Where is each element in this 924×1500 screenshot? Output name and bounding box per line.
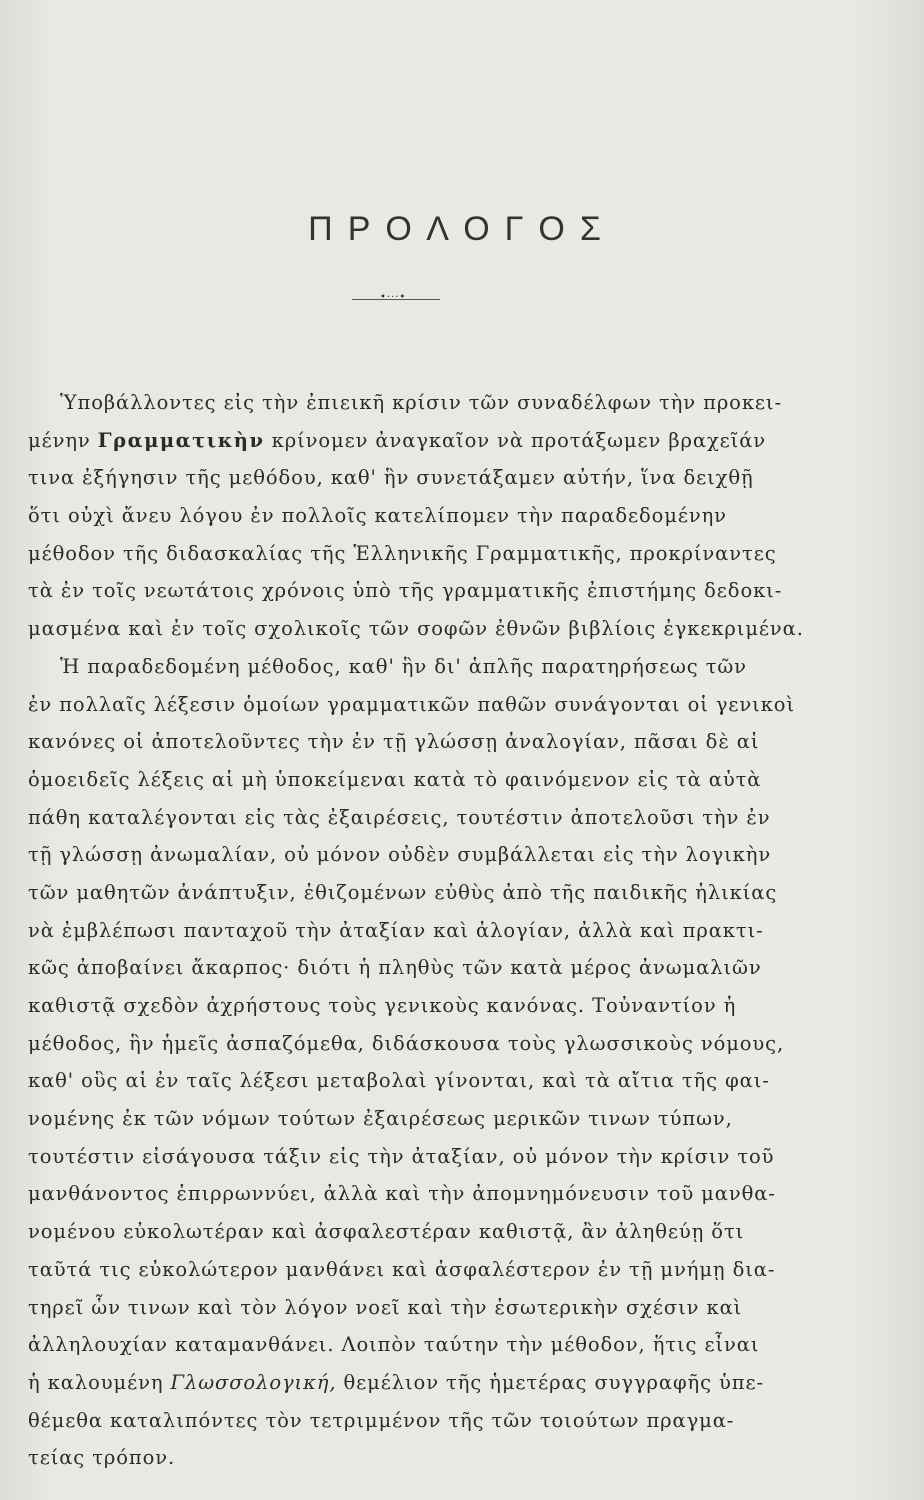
text-line: ὁμοειδεῖς λέξεις αἱ μὴ ὑποκείμεναι κατὰ τὸ φαινόμενον εἰς τὰ αὐτὰ (28, 767, 762, 791)
text-line: καθ' οὓς αἱ ἐν ταῖς λέξεσι μεταβολαὶ γίνονται, καὶ τὰ αἴτια τῆς φαι- (28, 1069, 770, 1093)
text-line: ὅτι οὐχὶ ἄνευ λόγου ἐν πολλοῖς κατελίπομεν τὴν παραδεδομένην (28, 504, 727, 528)
text-line: κῶς ἀποβαίνει ἄκαρπος· διότι ἡ πληθὺς τῶν κατὰ μέρος ἀνωμαλιῶν (28, 956, 762, 980)
text-line: μέθοδος, ἣν ἡμεῖς ἀσπαζόμεθα, διδάσκουσα τοὺς γλωσσικοὺς νόμους, (28, 1031, 785, 1055)
text-line: θέμεθα καταλιπόντες τὸν τετριμμένον τῆς τῶν τοιούτων πραγμα- (28, 1408, 735, 1432)
text-line: νὰ ἐμβλέπωσι πανταχοῦ τὴν ἀταξίαν καὶ ἀλογίαν, ἀλλὰ καὶ πρακτι- (28, 918, 764, 942)
text-line: τῇ γλώσσῃ ἀνωμαλίαν, οὐ μόνον οὐδὲν συμβάλλεται εἰς τὴν λογικὴν (28, 843, 772, 867)
bold-term: Γραμματικὴν (97, 428, 265, 452)
text-line: μέθοδον τῆς διδασκαλίας τῆς Ἑλληνικῆς Γραμματικῆς, προκρίναντες (28, 541, 777, 565)
page-title: ΠΡΟΛΟΓΟΣ (308, 210, 616, 248)
text-line: κανόνες οἱ ἀποτελοῦντες τὴν ἐν τῇ γλώσσῃ ἀναλογίαν, πᾶσαι δὲ αἱ (28, 730, 760, 754)
text-line: ἐν πολλαῖς λέξεσιν ὁμοίων γραμματικῶν παθῶν συνάγονται οἱ γενικοὶ (28, 692, 795, 716)
text-line: μανθάνοντος ἐπιρρωννύει, ἀλλὰ καὶ τὴν ἀπομνημόνευσιν τοῦ μανθα- (28, 1182, 776, 1206)
text-line: καθιστᾷ σχεδὸν ἀχρήστους τοὺς γενικοὺς κανόνας. Τοὐναντίον ἡ (28, 994, 737, 1017)
text-line: νομένης ἐκ τῶν νόμων τούτων ἐξαιρέσεως μερικῶν τινων τύπων, (28, 1107, 733, 1131)
text-line: τῶν μαθητῶν ἀνάπτυξιν, ἐθιζομένων εὐθὺς ἀπὸ τῆς παιδικῆς ἡλικίας (28, 880, 778, 904)
text-line: ἀλληλουχίαν καταμανθάνει. Λοιπὸν ταύτην τὴν μέθοδον, ἥτις εἶναι (28, 1333, 760, 1357)
italic-term: Γλωσσολογική, (170, 1370, 337, 1394)
text-line: ταῦτά τις εὐκολώτερον μανθάνει καὶ ἀσφαλέστερον ἐν τῇ μνήμῃ δια- (28, 1257, 776, 1281)
text-line: τὰ ἐν τοῖς νεωτάτοις χρόνοις ὑπὸ τῆς γραμματικῆς ἐπιστήμης δεδοκι- (28, 579, 783, 603)
text-line: τινα ἐξήγησιν τῆς μεθόδου, καθ' ἣν συνετάξαμεν αὐτήν, ἵνα δειχθῇ (28, 466, 754, 490)
text-segment: μένην (28, 428, 98, 452)
preface-text (28, 384, 898, 1477)
text-line: τηρεῖ ὧν τινων καὶ τὸν λόγον νοεῖ καὶ τὴν ἐσωτερικὴν σχέσιν καὶ (28, 1295, 743, 1319)
text-line: τείας τρόπον. (28, 1446, 176, 1470)
text-line: Ὑποβάλλοντες εἰς τὴν ἐπιεικῆ κρίσιν τῶν συναδέλφων τὴν προκει- (60, 391, 782, 414)
text-line (28, 422, 898, 460)
text-segment: κρίνομεν ἀναγκαῖον νὰ προτάξωμεν βραχεῖάν (264, 428, 767, 452)
text-line: νομένου εὐκολωτέραν καὶ ἀσφαλεστέραν καθιστᾷ, ἂν ἀληθεύῃ ὅτι (28, 1220, 745, 1244)
text-line: μασμένα καὶ ἐν τοῖς σχολικοῖς τῶν σοφῶν ἐθνῶν βιβλίοις ἐγκεκριμένα. (28, 617, 804, 641)
title-ornament: •···• (380, 292, 407, 303)
text-segment: θεμέλιον τῆς ἡμετέρας συγγραφῆς ὑπε- (336, 1370, 764, 1394)
text-line: πάθη καταλέγονται εἰς τὰς ἐξαιρέσεις, τουτέστιν ἀποτελοῦσι τὴν ἐν (28, 805, 771, 829)
text-line (28, 1364, 898, 1402)
text-line: τουτέστιν εἰσάγουσα τάξιν εἰς τὴν ἀταξίαν, οὐ μόνον τὴν κρίσιν τοῦ (28, 1144, 775, 1168)
text-line: Ἡ παραδεδομένη μέθοδος, καθ' ἣν δι' ἁπλῆς παρατηρήσεως τῶν (60, 654, 747, 678)
text-segment: ἡ καλουμένη (28, 1370, 171, 1394)
